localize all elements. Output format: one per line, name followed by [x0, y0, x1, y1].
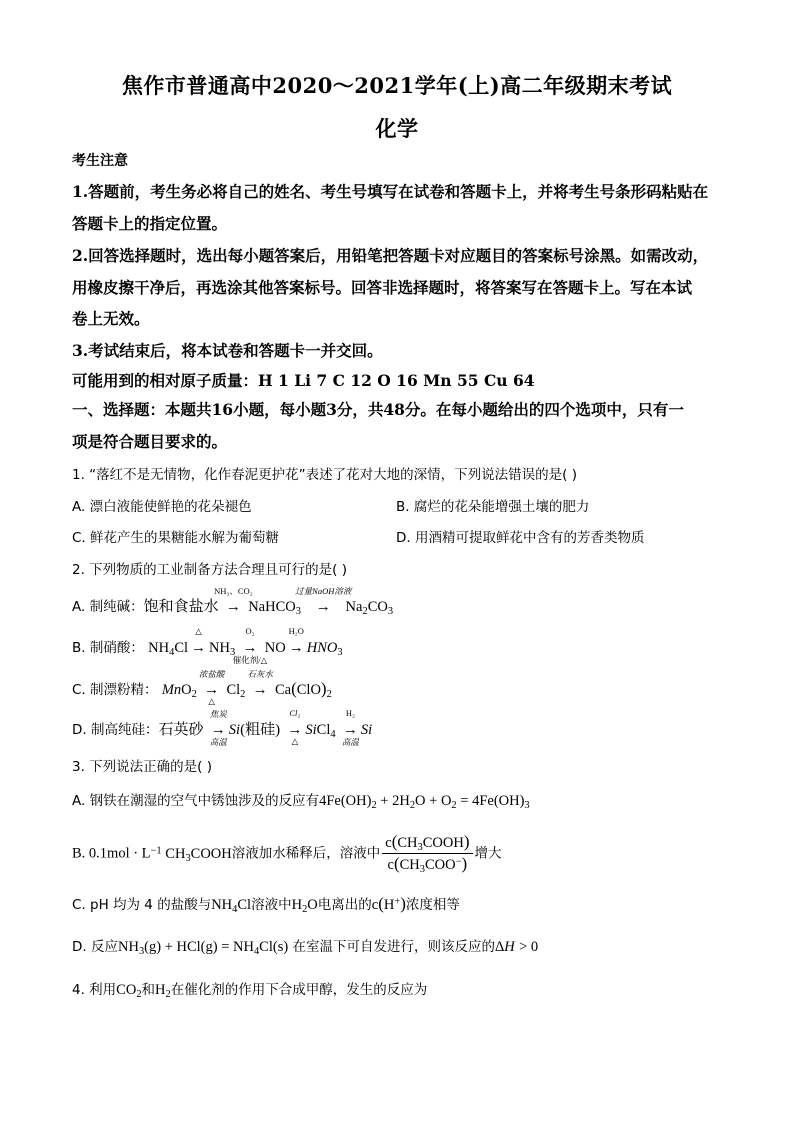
q1-options-row-1	[72, 495, 732, 515]
q2-option-c-label: C. 制漂粉精：	[72, 682, 158, 698]
q2-d-arrow-1: 焦炭 → 高温	[209, 708, 227, 747]
q2-option-d: D. 制高纯硅：石英砂 焦炭 → 高温 Si(粗硅) Cl₂ → △ SiCl$_4$ H₂ → 高温 Si	[72, 707, 373, 747]
q1-option-d: D. 用酒精可提取鲜花中含有的芳香类物质	[396, 530, 645, 546]
q2-b-arrow-2: O₂ → 催化剂/△	[232, 625, 268, 665]
q2-d-arrow-3: H₂ → 高温	[341, 707, 359, 747]
q2-c-arrow-2: 石灰水 →	[247, 668, 273, 698]
q2-a-arrow-2: 过量NaOH溶液 →	[295, 585, 352, 615]
q3-option-d: D. 反应$NH_3(g) + HCl(g) = NH_4Cl(s)$ 在室温下可自发进行，则该反应的ΔH > 0	[72, 939, 539, 958]
q1-option-c: C. 鲜花产生的果糖能水解为葡萄糖	[72, 530, 280, 546]
notice-item-2-line-1: 2.回答选择题时，选出每小题答案后，用铅笔把答题卡对应题目的答案标号涂黑。如需改动，	[72, 246, 709, 265]
subject-title: 化学	[375, 116, 419, 141]
q2-option-b: B. 制硝酸： $NH_4Cl$ △ → $NH_3$ O₂ → 催化剂/△ NO H₂O → $HNO_3$	[72, 625, 343, 665]
notice-heading: 考生注意	[72, 153, 128, 169]
q2-c-arrow-1: 浓盐酸 → △	[198, 668, 225, 706]
q3-option-b: B. $0.1mol \cdot L^{-1}$ $CH_3COOH$溶液加水稀释后，溶液中 $\frac{c(CH_3COOH)}{c(CH_3COO^-)}$ 增大	[72, 832, 502, 876]
q2-b-arrow-3: H₂O →	[288, 625, 304, 656]
q2-a-na2co3: $Na_2CO_3$	[345, 599, 394, 618]
notice-item-1-line-2: 答题卡上的指定位置。	[72, 214, 228, 233]
section-1-heading-line-2: 项是符合题目要求的。	[72, 432, 228, 451]
notice-item-3: 3.考试结束后，将本试卷和答题卡一并交回。	[72, 341, 383, 360]
notice-item-2-line-3: 卷上无效。	[72, 309, 150, 328]
q3-b-fraction: $\frac{c(CH_3COOH)}{c(CH_3COO^-)}$	[382, 832, 472, 875]
q1-stem: 1. “落红不是无情物，化作春泥更护花”表述了花对大地的深情，下列说法错误的是( )	[72, 467, 577, 483]
q2-option-b-label: B. 制硝酸：	[72, 640, 144, 656]
q2-option-c: C. 制漂粉精： MnO$_2$ 浓盐酸 → △ $Cl_2$ 石灰水 → $Ca(ClO)_2$	[72, 668, 332, 706]
q2-b-arrow-1: △ →	[191, 625, 207, 656]
q2-option-a	[72, 585, 394, 618]
section-1-heading-line-1: 一、选择题：本题共16小题，每小题3分，共48分。在每小题给出的四个选项中，只有一	[72, 400, 684, 419]
q2-option-a-label: A. 制纯碱：	[72, 599, 144, 615]
notice-item-2-line-2: 用橡皮擦干净后，再选涂其他答案标号。回答非选择题时，将答案写在答题卡上。写在本试	[72, 278, 693, 297]
q3-option-c: C. pH 均为 4 的盐酸与$NH_4Cl$溶液中$H_2O$电离出的c(H+)浓度相等	[72, 894, 460, 916]
q1-option-a: A. 漂白液能使鲜艳的花朵褪色	[72, 499, 252, 515]
q3-option-a: A. 钢铁在潮湿的空气中锈蚀涉及的反应有$4Fe(OH)_2 + 2H_2O + O_2 = 4Fe(OH)_3$	[72, 793, 530, 812]
q2-a-arrow-1: NH₃、CO₂ →	[214, 585, 253, 615]
q2-a-nahco3: NaHCO$_3$	[248, 599, 301, 618]
q3-stem: 3. 下列说法正确的是( )	[72, 759, 212, 775]
q2-d-arrow-2: Cl₂ → △	[287, 707, 303, 746]
q2-stem: 2. 下列物质的工业制备方法合理且可行的是( )	[72, 562, 347, 578]
atomic-mass-line: 可能用到的相对原子质量：H 1 Li 7 C 12 O 16 Mn 55 Cu 64	[72, 371, 535, 390]
notice-item-1-line-1: 1.答题前，考生务必将自己的姓名、考生号填写在试卷和答题卡上，并将考生号条形码粘贴在	[72, 182, 709, 201]
q4-stem: 4. 利用$CO_2$和$H_2$在催化剂的作用下合成甲醇，发生的反应为	[72, 982, 428, 1001]
q1-option-b: B. 腐烂的花朵能增强土壤的肥力	[396, 499, 590, 515]
exam-title: 焦作市普通高中2020～2021学年(上)高二年级期末考试	[121, 73, 673, 98]
q2-option-d-label: D. 制高纯硅：	[72, 722, 159, 738]
q2-option-a-start: 饱和食盐水	[143, 599, 219, 615]
q1-options-row-2	[72, 526, 732, 546]
